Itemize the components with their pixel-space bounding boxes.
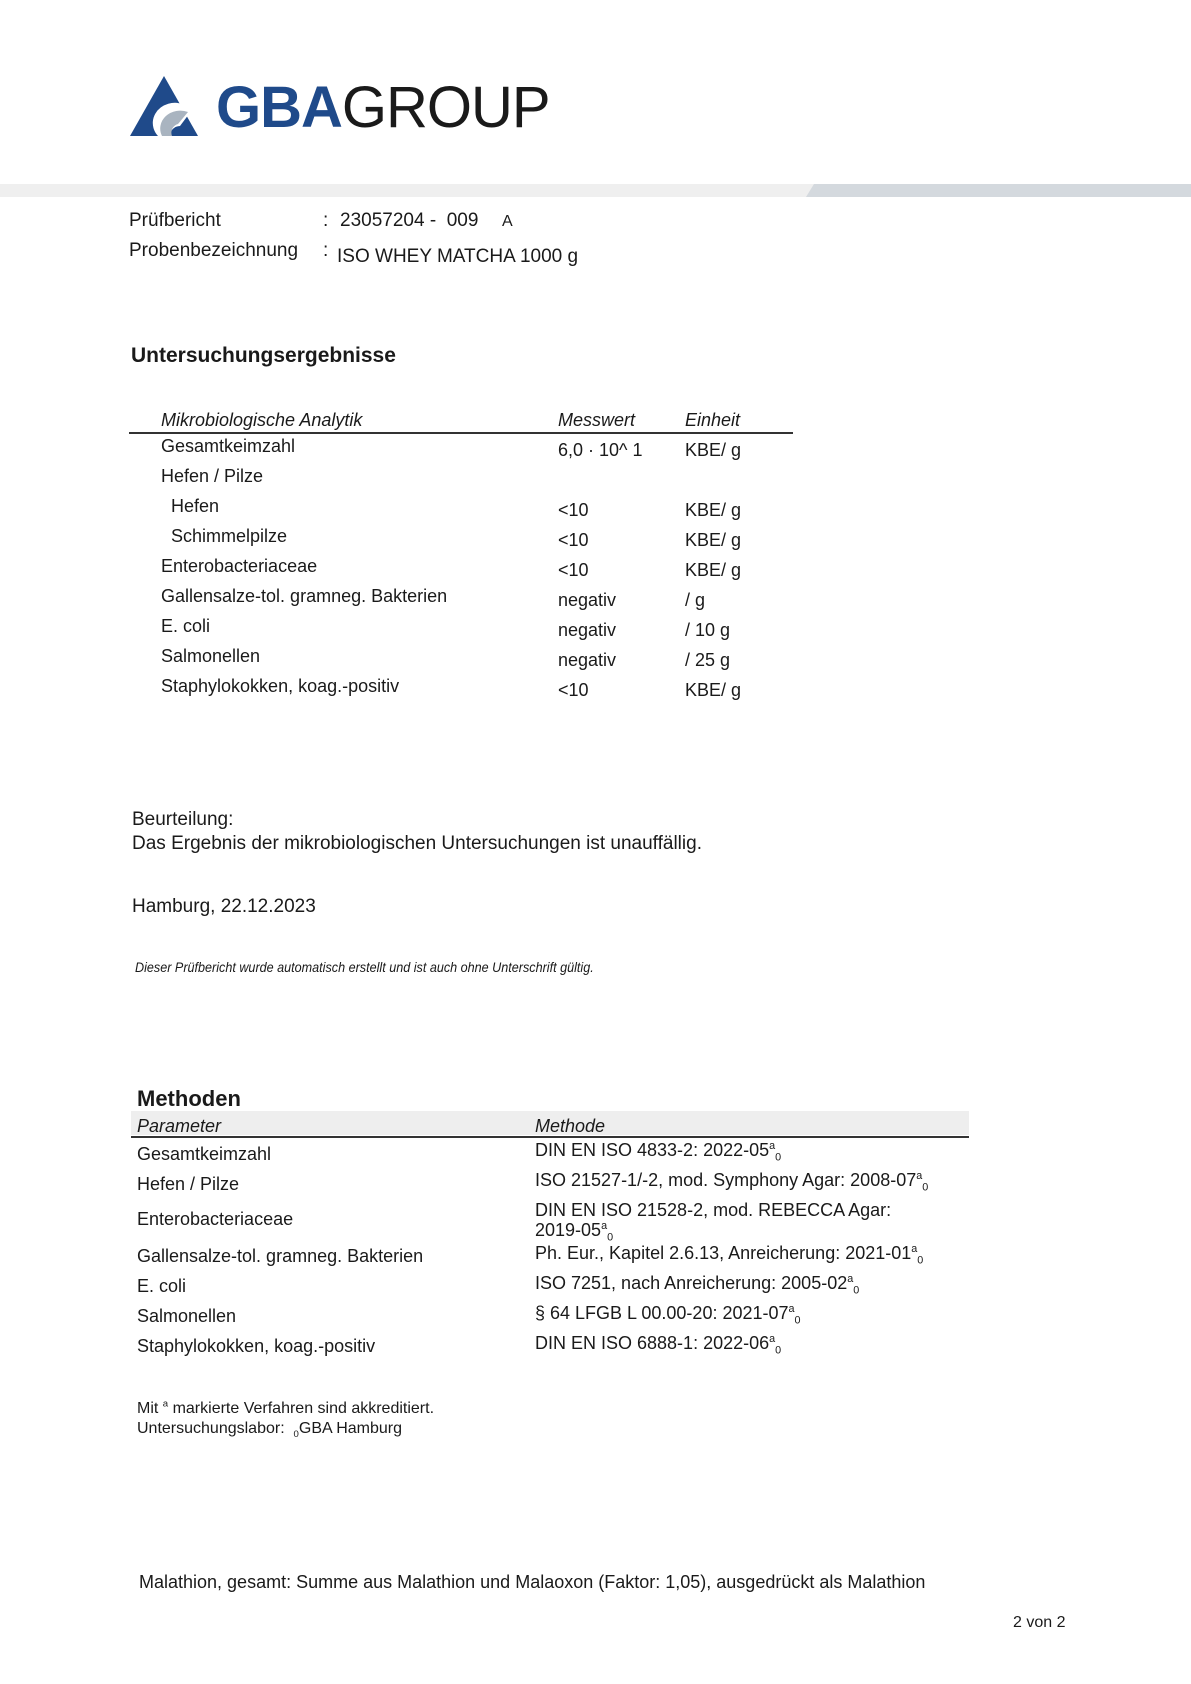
result-unit: / 10 g [685,620,731,640]
sample-name: ISO WHEY MATCHA 1000 g [337,246,579,267]
result-name: Hefen [171,496,220,516]
methods-header-method: Methode [535,1116,606,1136]
result-name: Enterobacteriaceae [161,556,318,576]
result-unit: / 25 g [685,650,731,670]
sample-colon: : [323,240,329,261]
lab-line: Untersuchungslabor: $_0$GBA Hamburg [137,1420,403,1441]
result-name: Gesamtkeimzahl [161,436,296,456]
assessment-label: Beurteilung: [132,809,234,830]
method-parameter: Enterobacteriaceae [137,1209,294,1229]
result-name: Gallensalze-tol. gramneg. Bakterien [161,586,448,606]
logo-brand-bold: GBA [216,75,342,140]
place-date: Hamburg, 22.12.2023 [132,896,316,917]
method-text-line2: $2019-05^a_0$ [535,1220,614,1244]
report-version: A [502,213,513,230]
method-text: DIN EN ISO 6888-1: $2022-06^a_0$ [535,1333,782,1357]
method-parameter: E. coli [137,1276,187,1296]
result-unit: KBE/ g [685,560,742,580]
method-text: ISO 21527-1/-2, mod. Symphony Agar: $2008-07^a_0$ [535,1170,929,1194]
method-text: DIN EN ISO 21528-2, mod. REBECCA Agar: [535,1200,892,1220]
result-name: Staphylokokken, koag.-positiv [161,676,400,696]
method-parameter: Salmonellen [137,1306,237,1326]
method-parameter: Gallensalze-tol. gramneg. Bakterien [137,1246,424,1266]
method-text: DIN EN ISO 4833-2: $2022-05^a_0$ [535,1140,782,1164]
malathion-footnote: Malathion, gesamt: Summe aus Malathion und Malaoxon (Faktor: 1,05), ausgedrückt als Malathion [139,1572,926,1592]
report-colon: : [323,210,329,231]
result-value: <10 [558,680,589,700]
assessment-text: Das Ergebnis der mikrobiologischen Untersuchungen ist unauffällig. [132,833,702,854]
report-label: Prüfbericht [129,210,221,231]
methods-header-parameter: Parameter [137,1116,222,1136]
result-name: Schimmelpilze [171,526,288,546]
result-unit: KBE/ g [685,680,742,700]
results-title: Untersuchungsergebnisse [131,344,396,367]
result-unit: / g [685,590,706,610]
results-header-unit: Einheit [685,410,741,430]
header-band-accent [806,184,1191,197]
results-header-value: Messwert [558,410,636,430]
method-text: ISO 7251, nach Anreicherung: $2005-02^a_0$ [535,1273,860,1297]
results-header-analysis: Mikrobiologische Analytik [161,410,363,430]
result-value: negativ [558,620,617,640]
method-parameter: Hefen / Pilze [137,1174,240,1194]
page-number: 2 von 2 [1013,1614,1066,1631]
method-parameter: Staphylokokken, koag.-positiv [137,1336,376,1356]
method-text: § 64 LFGB L 00.00-20: $2021-07^a_0$ [535,1303,801,1327]
method-text: Ph. Eur., Kapitel 2.6.13, Anreicherung: $2021-01^a_0$ [535,1243,924,1267]
logo-brand-light: GROUP [341,75,550,140]
accredited-note: Mit $^a$ markierte Verfahren sind akkreditiert. [137,1398,435,1417]
methods-header-rule [131,1136,969,1138]
auto-generated-note: Dieser Prüfbericht wurde automatisch erstellt und ist auch ohne Unterschrift gültig. [135,959,594,975]
result-name: E. coli [161,616,211,636]
result-value: negativ [558,650,617,670]
gba-group-logo [130,76,570,146]
result-unit: KBE/ g [685,530,742,550]
result-unit: KBE/ g [685,500,742,520]
gba-triangle-icon [130,76,210,138]
report-number: 23057204 - 009 [340,210,479,231]
result-value: <10 [558,560,589,580]
result-name: Salmonellen [161,646,261,666]
result-value: negativ [558,590,617,610]
method-parameter: Gesamtkeimzahl [137,1144,272,1164]
methods-title: Methoden [137,1086,241,1111]
results-header-rule [129,432,793,434]
result-name: Hefen / Pilze [161,466,264,486]
result-unit: KBE/ g [685,440,742,460]
result-value: <10 [558,530,589,550]
result-value: <10 [558,500,589,520]
result-value: 6,0 · 10^ 1 [558,440,643,460]
sample-label: Probenbezeichnung [129,240,299,261]
